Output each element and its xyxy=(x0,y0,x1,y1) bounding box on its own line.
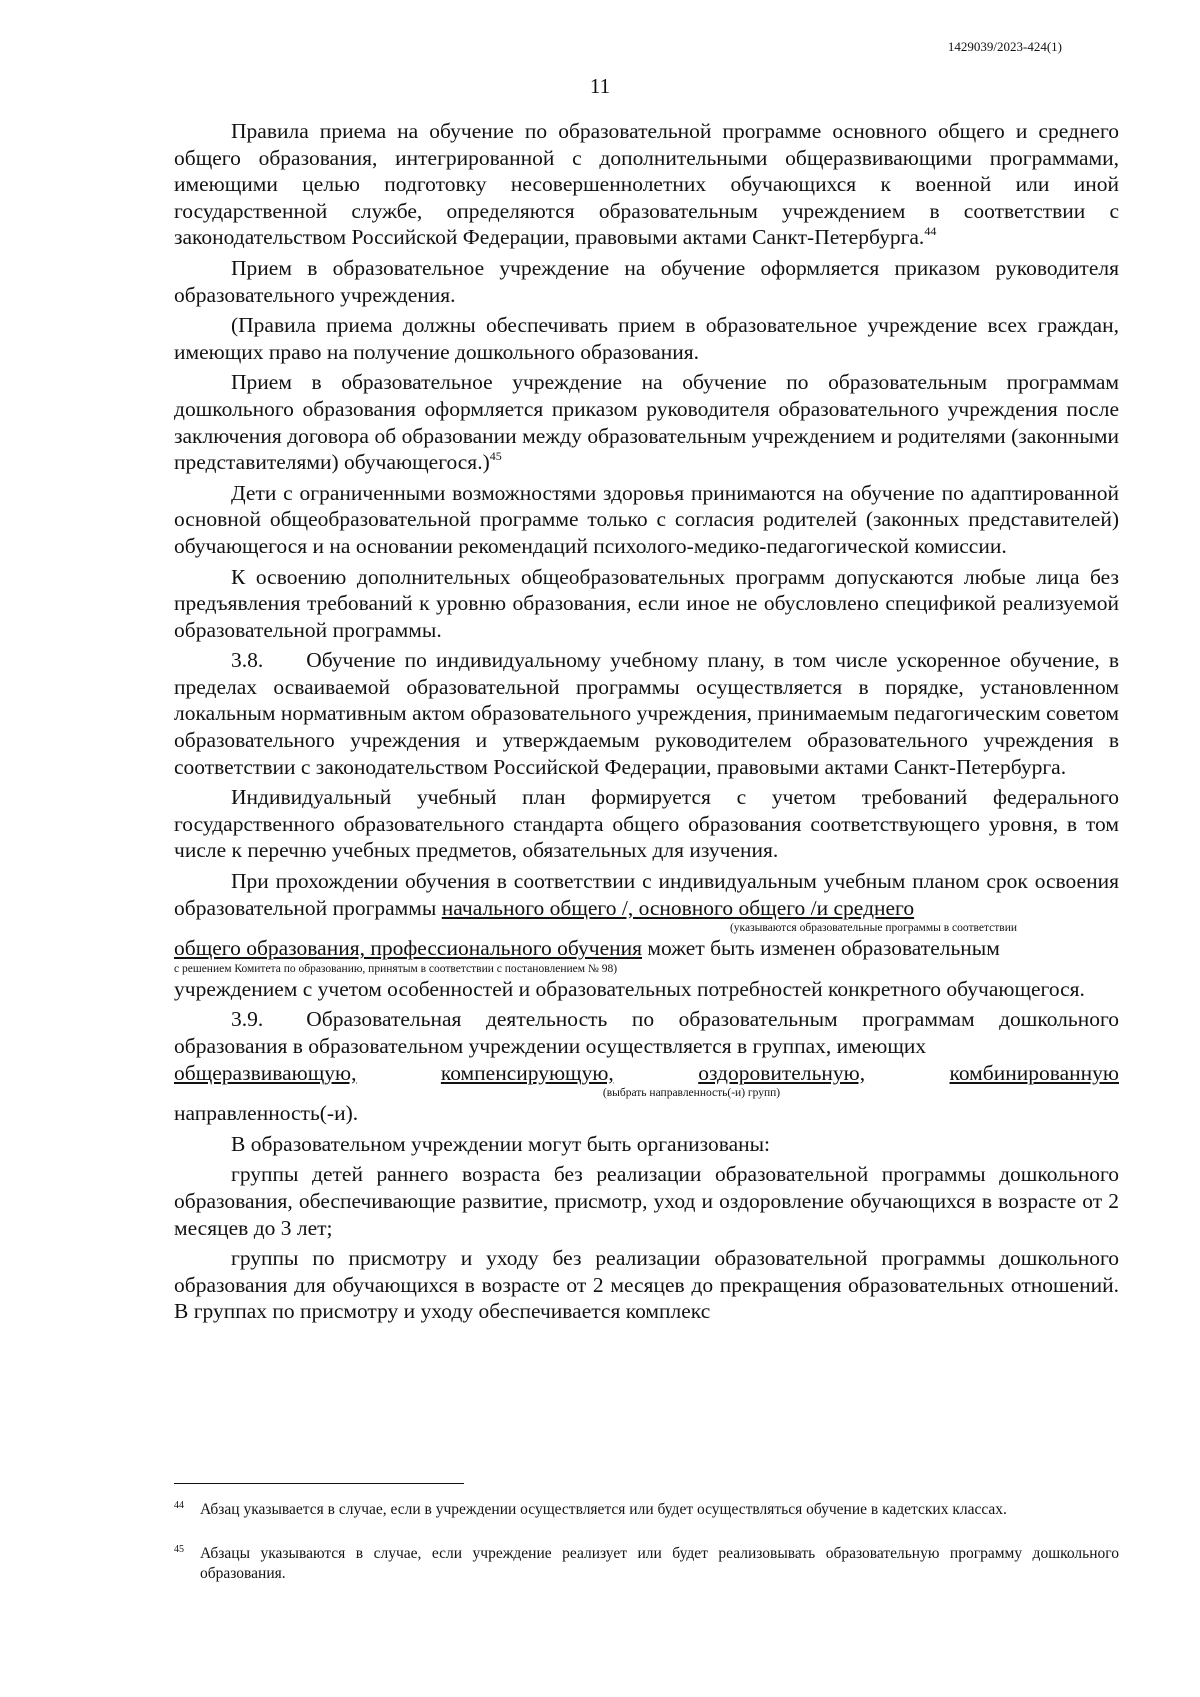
paragraph: группы детей раннего возраста без реализации образовательной программы дошкольного образования, обеспечивающие развитие, присмотр, уход и оздоровление обучающихся в возрасте от 2 месяцев до 3 лет; xyxy=(174,1162,1119,1240)
direction-option: комбинированную xyxy=(949,1060,1119,1085)
footnote-ref-44: 44 xyxy=(924,224,937,239)
paragraph-text: Правила приема на обучение по образовательной программе основного общего и среднего общего образования, интегрированной с дополнительными общеразвивающими программами, имеющими целью подготовку несовершеннолетних обучающихся к военной или иной государственной службе, определяются образовательным учреждением в соответствии с законодательством Российской Федерации, правовыми актами Санкт-Петербурга. xyxy=(174,119,1119,250)
paragraph: группы по присмотру и уходу без реализации образовательной программы дошкольного образования для обучающихся в возрасте от 2 месяцев до прекращения образовательных отношений. В группах по присмотру и уходу обеспечивается комплекс xyxy=(174,1246,1119,1324)
footnote-number: 44 xyxy=(174,1500,184,1511)
paragraph: (Правила приема должны обеспечивать прием в образовательное учреждение всех граждан, имеющих право на получение дошкольного образования. xyxy=(174,313,1119,364)
hint-caption: (выбрать направленность(-и) групп) xyxy=(602,1087,781,1100)
paragraph xyxy=(174,369,1119,475)
program-choice-underlined: общего образования, профессионального обучения xyxy=(174,936,643,961)
footnote-text: Абзац указывается в случае, если в учреждении осуществляется или будет осуществляться обучение в кадетских классах. xyxy=(200,1501,1007,1518)
direction-paragraph xyxy=(174,1006,1119,1126)
footnote-text: Абзацы указываются в случае, если учреждение реализует или будет реализовывать образовательную программу дошкольного образования. xyxy=(200,1545,1119,1582)
footnote-45 xyxy=(174,1544,1119,1584)
paragraph: 3.8. Обучение по индивидуальному учебному плану, в том числе ускоренное обучение, в пределах осваиваемой образовательной программы осуществляется в порядке, установленном локальным нормативным актом образовательного учреждения, принимаемым педагогическим советом образовательного учреждения и утверждаемым руководителем образовательного учреждения в соответствии с законодательством Российской Федерации, правовыми актами Санкт-Петербурга. xyxy=(174,648,1119,779)
paragraph: К освоению дополнительных общеобразовательных программ допускаются любые лица без предъявления требований к уровню образования, если иное не обусловлено спецификой реализуемой образовательной программы. xyxy=(174,564,1119,642)
term-text: При прохождении обучения в соответствии с индивидуальным учебным планом срок освоения образовательной программы xyxy=(174,869,1119,920)
page-number: 11 xyxy=(589,74,611,98)
direction-option: компенсирующую, xyxy=(440,1060,614,1085)
footnote-number: 45 xyxy=(174,1544,184,1555)
paragraph-text: Прием в образовательное учреждение на обучение по образовательным программам дошкольного образования оформляется приказом руководителя образовательного учреждения после заключения договора об образовании между образовательным учреждением и родителями (законными представителями) обучающегося.) xyxy=(174,370,1119,475)
footnote-separator xyxy=(174,1483,464,1484)
direction-options xyxy=(174,1060,1119,1087)
term-line-2 xyxy=(174,935,1119,962)
hint-caption: (указываются образовательные программы в соответствии xyxy=(729,922,1017,935)
paragraph: В образовательном учреждении могут быть организованы: xyxy=(231,1131,771,1156)
paragraph xyxy=(174,118,1119,251)
direction-option: общеразвивающую, xyxy=(174,1060,357,1085)
term-paragraph xyxy=(174,868,1119,1002)
paragraph: Индивидуальный учебный план формируется с учетом требований федерального государственного образовательного стандарта общего образования соответствующего уровня, в том числе к перечню учебных предметов, обязательных для изучения. xyxy=(174,785,1119,863)
program-choice-underlined: начального общего /, основного общего /и среднего xyxy=(441,895,915,920)
footnote-44 xyxy=(174,1500,1119,1520)
term-text: может быть изменен образовательным xyxy=(642,936,1000,961)
footnote-ref-45: 45 xyxy=(489,449,502,464)
document-id: 1429039/2023-424(1) xyxy=(947,39,1062,54)
document-body xyxy=(174,118,1119,1325)
direction-option: оздоровительную, xyxy=(698,1060,866,1085)
term-line-1 xyxy=(174,868,1119,921)
paragraph: Прием в образовательное учреждение на обучение оформляется приказом руководителя образовательного учреждения. xyxy=(174,255,1119,307)
direction-tail: направленность(-и). xyxy=(174,1101,359,1126)
term-line-3: учреждением с учетом особенностей и образовательных потребностей конкретного обучающегося. xyxy=(174,976,1085,1001)
paragraph: Дети с ограниченными возможностями здоровья принимаются на обучение по адаптированной основной общеобразовательной программе только с согласия родителей (законных представителей) обучающегося и на основании рекомендаций психолого-медико-педагогической комиссии. xyxy=(174,480,1119,558)
direction-text: 3.9. Образовательная деятельность по образовательным программам дошкольного образования в образовательном учреждении осуществляется в группах, имеющих xyxy=(174,1007,1119,1058)
hint-caption: с решением Комитета по образованию, принятым в соответствии с постановлением № 98) xyxy=(174,962,618,975)
